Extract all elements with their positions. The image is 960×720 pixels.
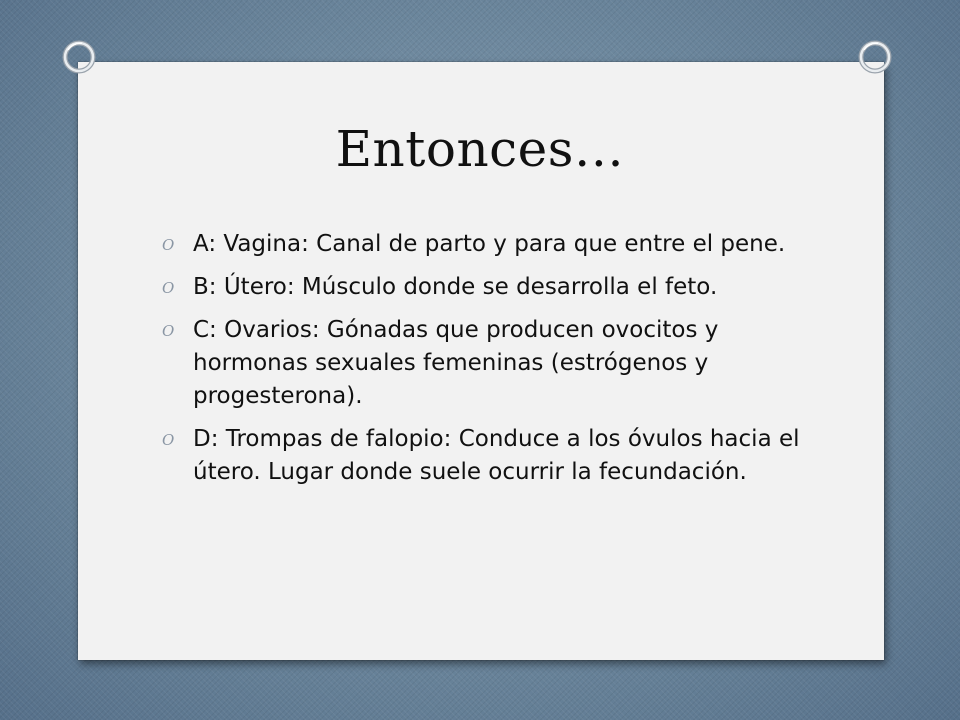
- binder-ring-icon: [62, 40, 96, 74]
- bullet-item: [160, 271, 820, 304]
- bullet-text: A: Vagina: Canal de parto y para que entre el pene.: [193, 231, 786, 257]
- bullet-text: C: Ovarios: Gónadas que producen ovocitos y hormonas sexuales femeninas (estrógenos y progesterona).: [193, 317, 719, 409]
- bullet-marker-icon: O: [162, 236, 175, 254]
- slide-title: Entonces…: [335, 120, 625, 178]
- bullet-item: [160, 423, 820, 489]
- bullet-list: [160, 228, 820, 499]
- binder-ring-icon: [858, 40, 892, 74]
- bullet-text: B: Útero: Músculo donde se desarrolla el feto.: [193, 274, 718, 300]
- bullet-marker-icon: O: [162, 431, 175, 449]
- bullet-marker-icon: O: [162, 279, 175, 297]
- bullet-item: [160, 314, 820, 413]
- bullet-item: [160, 228, 820, 261]
- bullet-text: D: Trompas de falopio: Conduce a los óvulos hacia el útero. Lugar donde suele ocurrir la fecundación.: [193, 426, 800, 485]
- bullet-marker-icon: O: [162, 322, 175, 340]
